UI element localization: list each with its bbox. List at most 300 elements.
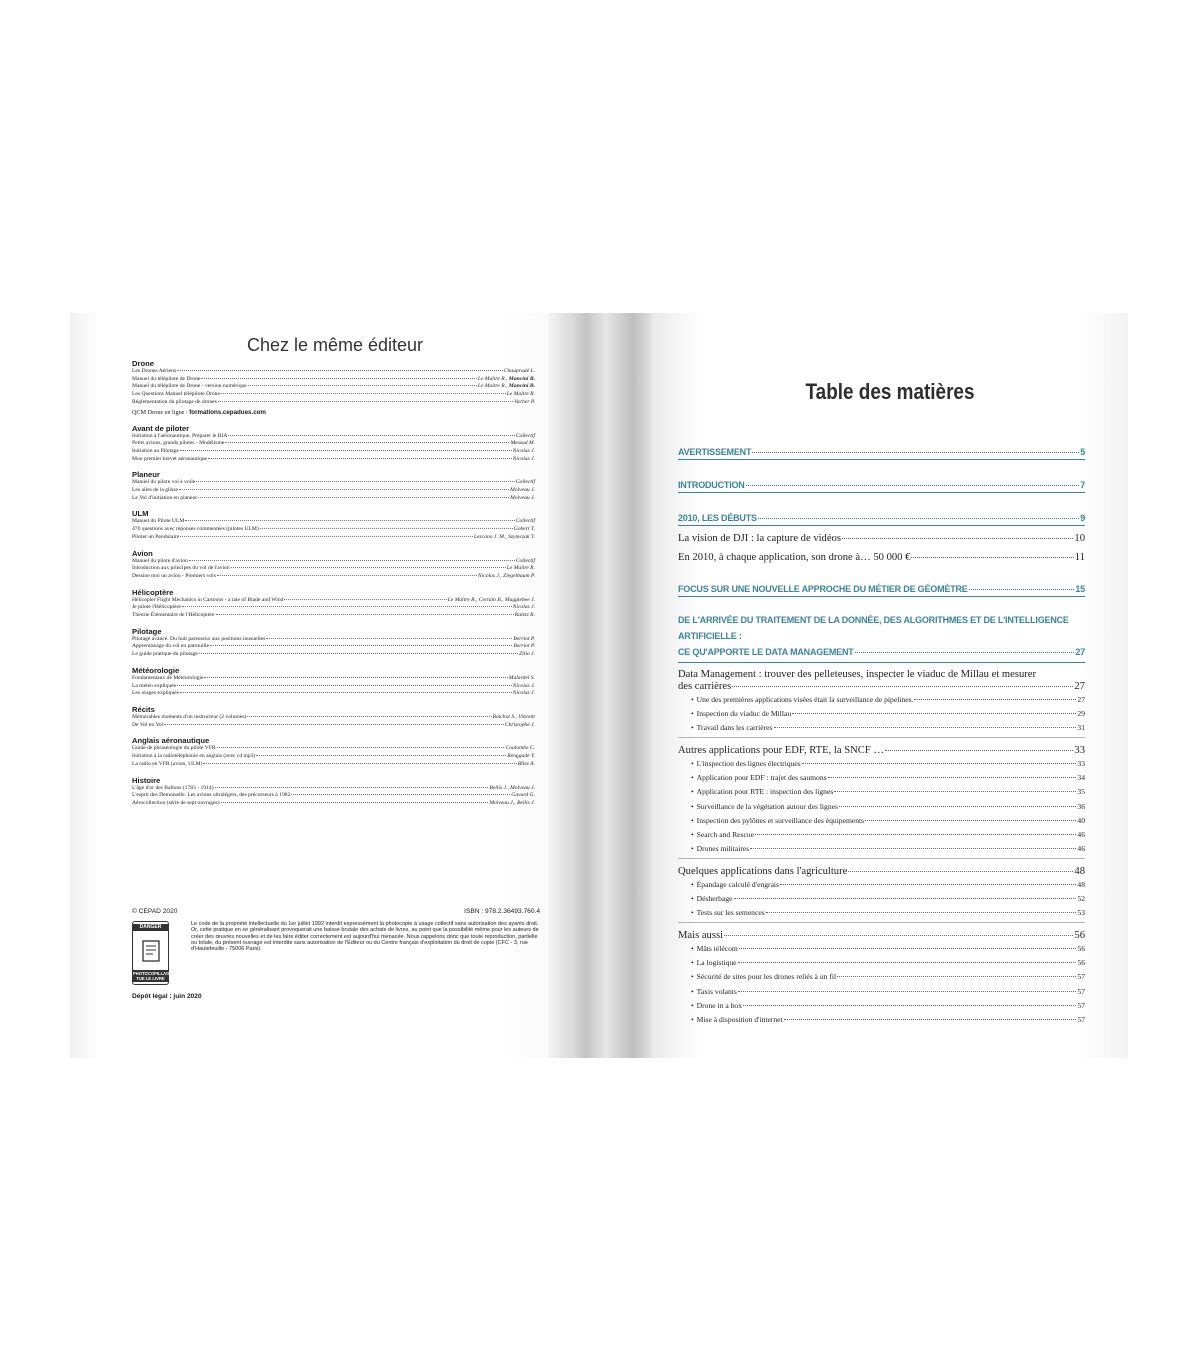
toc-item — [678, 814, 1085, 828]
dot-leader — [189, 560, 515, 561]
dot-leader — [834, 791, 1076, 792]
toc-subsection — [678, 744, 1085, 757]
bullet-icon: • — [691, 894, 694, 904]
catalog-row — [132, 534, 535, 542]
author-name: Christophe J. — [504, 721, 535, 728]
toc-page-number: 46 — [1077, 829, 1085, 839]
toc-page-number: 57 — [1077, 986, 1085, 996]
dot-leader — [196, 481, 515, 482]
toc-page-number: 10 — [1074, 533, 1085, 544]
book-author — [513, 604, 535, 612]
book-title: Je pilote l'Hélicoptère — [132, 604, 181, 611]
toc-page-number: 53 — [1077, 908, 1085, 918]
toc-chapter-line2 — [678, 644, 1085, 660]
dot-leader — [182, 606, 512, 607]
catalog-section-title: Récits — [132, 704, 155, 714]
toc-item-title: Search and Rescue — [696, 829, 755, 839]
dot-leader — [732, 686, 1073, 687]
dot-leader — [210, 645, 512, 646]
book-author — [507, 565, 535, 573]
toc-subsection — [678, 669, 1085, 693]
catalog-row — [132, 448, 535, 456]
dot-leader — [199, 653, 518, 654]
toc-subsection — [678, 929, 1085, 942]
catalog-row — [132, 479, 535, 487]
bullet-icon: • — [691, 908, 694, 918]
author-name: Nicolas J. — [512, 604, 535, 611]
catalog-row — [132, 722, 535, 730]
dot-leader — [911, 557, 1073, 558]
toc-item-title: Mâts télécom — [696, 944, 738, 954]
toc-subsection-title-line2: des carrières — [678, 681, 732, 692]
author-name-bold: Mancini B. — [508, 375, 535, 382]
author-name: Le Maître R., Certain B., Mugglebee J. — [447, 596, 535, 603]
toc-item — [678, 693, 1085, 707]
dot-leader — [179, 489, 509, 490]
toc-page-number: 7 — [1080, 480, 1085, 490]
book-title: Pilotage avancé. Du huit paresseux aux positions inusuelles — [132, 635, 266, 642]
bullet-icon: • — [691, 986, 694, 996]
dot-leader — [177, 370, 503, 371]
catalog-row — [132, 675, 535, 683]
author-name: Boichot S., Vincent — [492, 713, 535, 720]
dot-leader — [969, 589, 1075, 590]
catalog-row — [132, 636, 535, 644]
dot-leader — [266, 638, 512, 639]
bullet-icon: • — [691, 815, 694, 825]
toc-page-number: 48 — [1077, 879, 1085, 889]
catalog-row — [132, 753, 535, 761]
book-author — [504, 368, 535, 376]
dot-leader — [180, 450, 512, 451]
book-title: Les orages expliqués — [132, 690, 179, 697]
catalog-row — [132, 565, 535, 573]
toc-title: Table des matières — [805, 379, 975, 404]
toc-page-number: 9 — [1080, 513, 1085, 523]
toc-item — [678, 956, 1085, 970]
book-title: Manuel du télépilote de Drone — [132, 375, 201, 382]
catalog-row — [132, 526, 535, 534]
toc-page-number: 27 — [1075, 647, 1085, 657]
book-title: Fondamentaux de Météorologie — [132, 674, 204, 681]
toc-item-title: Épandage calculé d'engrais — [696, 879, 779, 889]
subsection-rule — [678, 922, 1085, 923]
book-title: Réglementation du pilotage de drones — [132, 398, 217, 405]
toc-item-title: Travail dans les carrières — [696, 723, 773, 733]
toc-item — [678, 970, 1085, 984]
book-title: Mon premier brevet aéronautique — [132, 455, 208, 462]
book-author — [511, 792, 535, 800]
dot-leader — [291, 794, 510, 795]
book-author — [489, 785, 535, 793]
book-author — [448, 597, 535, 605]
toc-item-title: La logistique — [696, 958, 737, 968]
catalog-row — [132, 391, 535, 399]
dot-leader — [784, 1019, 1077, 1020]
bullet-icon: • — [691, 773, 694, 783]
toc-item — [678, 721, 1085, 735]
book-author — [513, 448, 535, 456]
toc-item — [678, 892, 1085, 906]
toc-chapter — [678, 612, 1085, 660]
toc-subsection-title: Quelques applications dans l'agriculture — [678, 865, 848, 877]
author-name: Raletz R. — [514, 612, 535, 619]
toc-page-number: 36 — [1077, 801, 1085, 811]
bullet-icon: • — [691, 759, 694, 769]
catalog-section-title: Histoire — [132, 775, 161, 785]
toc-item — [678, 985, 1085, 999]
catalog-row — [132, 604, 535, 612]
chapter-rule — [678, 492, 1085, 493]
author-name: Nicolas J., Ziegelbaum P. — [477, 572, 535, 579]
book-title: Guide de phraséologie du pilote VFR — [132, 745, 216, 752]
dot-leader — [284, 599, 446, 600]
toc-subsection-title: La vision de DJI : la capture de vidéos — [678, 533, 841, 544]
online-qcm-note — [132, 408, 535, 417]
book-title: La radio en VFR (avion, ULM) — [132, 760, 203, 767]
book-author — [474, 534, 535, 542]
toc-item — [678, 942, 1085, 956]
dot-leader — [256, 755, 506, 756]
dot-leader — [185, 520, 514, 521]
note-label: QCM Drone en ligne : — [132, 408, 190, 416]
toc-item — [678, 707, 1085, 721]
dot-leader — [201, 378, 476, 379]
left-page — [70, 313, 578, 1058]
author-name: Vacher P. — [513, 398, 535, 405]
bullet-icon: • — [691, 829, 694, 839]
chapter-rule — [678, 459, 1085, 460]
toc-item — [678, 906, 1085, 920]
author-name: Nicolas J. — [512, 690, 535, 697]
dot-leader — [766, 912, 1077, 913]
book-title: Manuel du Pilote ULM — [132, 518, 185, 525]
dot-leader — [221, 802, 489, 803]
toc-item — [678, 828, 1085, 842]
chapter-rule — [678, 596, 1085, 597]
book-title: Le guide pratique du pilotage — [132, 651, 198, 658]
copyright: © CEPAD 2020 — [132, 908, 178, 915]
catalog-row — [132, 399, 535, 407]
toc-page-number: 27 — [1077, 695, 1085, 704]
toc-page-number: 52 — [1077, 894, 1085, 904]
toc-page-number: 33 — [1077, 759, 1085, 769]
dot-leader — [828, 777, 1077, 778]
book-author — [478, 573, 535, 581]
toc-item — [678, 785, 1085, 799]
catalog-row — [132, 456, 535, 464]
toc-page-number: 57 — [1077, 1014, 1085, 1024]
catalog-row — [132, 714, 535, 722]
dot-leader — [228, 435, 514, 436]
dot-leader — [746, 485, 1080, 486]
catalog-section-title: Météorologie — [132, 665, 180, 675]
dot-leader — [248, 385, 477, 386]
book-title: L'âge d'or des Ballons (1783 - 1914) — [132, 784, 214, 791]
author-name: Collectif — [515, 557, 535, 564]
dot-leader — [734, 898, 1077, 899]
dot-leader — [780, 884, 1076, 885]
book-title: Initiation à la radiotéléphonie en anglais (avec cd mp3) — [132, 753, 256, 760]
dot-leader — [865, 820, 1076, 821]
toc-item — [678, 1013, 1085, 1027]
book-author — [510, 487, 535, 495]
right-page — [652, 313, 1128, 1058]
toc-item — [678, 842, 1085, 856]
toc-item-title: Application pour EDF : trajet des saumons — [696, 773, 827, 783]
catalog-row — [132, 597, 535, 605]
catalog-row — [132, 573, 535, 581]
bullet-icon: • — [691, 843, 694, 853]
book-gutter — [548, 313, 652, 1058]
catalog-row — [132, 683, 535, 691]
toc-subsection-title: Autres applications pour EDF, RTE, la SNCF … — [678, 745, 884, 757]
book-hand-icon — [140, 938, 162, 964]
toc-page-number: 15 — [1075, 584, 1085, 594]
catalog-section-title: Hélicoptère — [132, 587, 174, 597]
book-title: Manuel du pilote vol à voile — [132, 479, 196, 486]
toc-page-number: 56 — [1074, 930, 1085, 942]
toc-chapter-title: FOCUS SUR UNE NOUVELLE APPROCHE DU MÉTIER DE GÉOMÈTRE — [678, 584, 968, 594]
toc-chapter — [678, 584, 1085, 594]
bullet-icon: • — [691, 709, 694, 719]
book-author — [515, 612, 535, 620]
book-author — [513, 683, 535, 691]
toc-item — [678, 757, 1085, 771]
book-title: Initiation à l'aéronautique, Préparer le BIA — [132, 432, 228, 439]
book-spread — [70, 313, 1128, 1058]
toc-item-title: Désherbage — [696, 894, 733, 904]
book-title: Dessine moi un avion - Premiers vols — [132, 572, 216, 579]
dot-leader — [218, 401, 513, 402]
toc-chapter-title: INTRODUCTION — [678, 480, 745, 490]
dot-leader — [217, 575, 477, 576]
dot-leader — [164, 724, 504, 725]
bullet-icon: • — [691, 972, 694, 982]
author-name: Molveau J., Bellis J. — [489, 799, 535, 806]
author-name: Berriot P. — [513, 635, 535, 642]
toc-item-title: Inspection du viaduc de Millau — [696, 709, 792, 719]
book-title: Helicopter Flight Mechanics in Cartoons - a tale of Blade and Wind — [132, 596, 284, 603]
isbn: ISBN : 978.2.36493.760.4 — [464, 908, 540, 915]
book-author — [516, 558, 535, 566]
dot-leader — [198, 497, 509, 498]
book-title: Piloter un Pendulaire — [132, 533, 180, 540]
dot-leader — [855, 652, 1075, 653]
catalog-section-title: Anglais aéronautique — [132, 736, 210, 746]
dot-leader — [225, 442, 509, 443]
dot-leader — [752, 452, 1079, 453]
catalog-list — [132, 358, 535, 808]
book-author — [507, 753, 535, 761]
toc-item-title: Une des premières applications visées était la surveillance de pipelines. — [696, 695, 914, 704]
catalog-row — [132, 383, 535, 391]
toc-subsection — [678, 532, 1085, 545]
dot-leader — [774, 727, 1077, 728]
toc-chapter-title-line1: DE L'ARRIVÉE DU TRAITEMENT DE LA DONNÉE, DES ALGORITHMES ET DE L'INTELLIGENCE ARTIFICIELLE : — [678, 615, 1069, 641]
book-author — [478, 383, 535, 391]
dot-leader — [750, 848, 1076, 849]
toc-page-number: 57 — [1077, 1000, 1085, 1010]
catalog-section-title: Planeur — [132, 470, 160, 480]
author-name: Collectif — [515, 479, 535, 486]
toc-item-title: Taxis volants — [696, 986, 737, 996]
catalog-row — [132, 558, 535, 566]
book-author — [505, 722, 535, 730]
dot-leader — [180, 692, 512, 693]
book-title: Théorie Élémentaire de l'Hélicoptère — [132, 612, 215, 619]
toc-subsection-title: En 2010, à chaque application, son drone à… 50 000 € — [678, 552, 911, 563]
catalog-row — [132, 690, 535, 698]
author-name: Le Maître R., — [477, 375, 509, 382]
book-author — [514, 526, 535, 534]
author-name: Gobert T. — [513, 526, 535, 533]
book-author — [513, 456, 535, 464]
toc-subsection — [678, 865, 1085, 878]
book-title: Manuel du télépilote de Drone - version numérique — [132, 383, 247, 390]
book-author — [516, 518, 535, 526]
author-name: Lezcano J. M., Szymczak T. — [473, 533, 535, 540]
author-name: Coulombe C. — [505, 745, 535, 752]
toc-item — [678, 878, 1085, 892]
catalog-section-title: ULM — [132, 509, 149, 519]
toc-page-number: 27 — [1074, 681, 1085, 692]
catalog-section-title: Avion — [132, 548, 153, 558]
catalog-row — [132, 792, 535, 800]
toc-page-number: 31 — [1077, 723, 1085, 733]
chapter-rule — [678, 525, 1085, 526]
legal-notice: Le code de la propriété intellectuelle du 1er juillet 1992 interdit expressément la photocopie à usage collectif sans autorisation des ayants droit. Or, cette pratique en se généralisant provoquerait une baisse brutale des achats de livres, au point que la possibilité même pour les auteurs de créer des œuvres nouvelles et de les faire éditer correctement est aujourd'hui menacée. Nous rappelons donc que toute reproduction, partielle ou totale, du présent ouvrage est interdite sans autorisation de l'Éditeur ou du Centre français d'exploitation du droit de copie (CFC - 3, rue d'Hautefeuille - 75006 Paris). — [191, 921, 539, 953]
dot-leader — [247, 716, 491, 717]
toc-page-number: 34 — [1077, 773, 1085, 783]
dot-leader — [755, 834, 1076, 835]
bullet-icon: • — [691, 1000, 694, 1010]
dot-leader — [743, 1005, 1076, 1006]
toc-item — [678, 999, 1085, 1013]
toc-chapter — [678, 480, 1085, 490]
book-title: L'esprit des Demoiselle. Les avions ultralégers, des précurseurs à 1982 — [132, 792, 291, 799]
author-name: Gavard G. — [511, 792, 535, 799]
book-author — [510, 440, 535, 448]
book-author — [505, 745, 535, 753]
author-name: Malardel S. — [508, 674, 535, 681]
left-page-footer — [132, 908, 540, 1000]
toc-item-title: Mise à disposition d'internet — [696, 1014, 783, 1024]
bullet-icon: • — [691, 801, 694, 811]
toc-item — [678, 771, 1085, 785]
photocopillage-logo-icon: DANGER PHOTOCOPILLAGE TUE LE LIVRE — [132, 921, 169, 985]
dot-leader — [208, 458, 512, 459]
dot-leader — [221, 393, 506, 394]
subsection-rule — [678, 737, 1085, 738]
toc-chapter-title-line2: CE QU'APPORTE LE DATA MANAGEMENT — [678, 647, 854, 657]
dot-leader — [231, 567, 506, 568]
dot-leader — [839, 806, 1076, 807]
dot-leader — [738, 962, 1077, 963]
book-author — [519, 651, 535, 659]
toc-page-number: 57 — [1077, 972, 1085, 982]
author-name: Nicolas J. — [512, 455, 535, 462]
toc-page-number: 29 — [1077, 709, 1085, 719]
dot-leader — [914, 699, 1076, 700]
author-name: Molveau J. — [510, 494, 535, 501]
toc-page-number: 5 — [1080, 447, 1085, 457]
dot-leader — [802, 763, 1077, 764]
dot-leader — [739, 948, 1077, 949]
book-title: Aérocollection (série de sept ouvrages) — [132, 799, 220, 806]
toc-chapter-title: 2010, LES DÉBUTS — [678, 513, 757, 523]
author-name: Chaupradé L. — [503, 368, 535, 374]
bullet-icon: • — [691, 695, 694, 704]
book-title: La météo expliquée — [132, 682, 177, 689]
author-name: Molveau J. — [510, 487, 535, 494]
dot-leader — [792, 713, 1076, 714]
toc-page-number: 11 — [1074, 552, 1085, 563]
catalog-row — [132, 487, 535, 495]
depot-legal: Dépôt légal : juin 2020 — [132, 993, 202, 1000]
dot-leader — [180, 536, 473, 537]
toc-subsection — [678, 551, 1085, 564]
dot-leader — [848, 871, 1073, 872]
toc-item-title: Application pour RTE : inspection des lignes — [696, 787, 834, 797]
author-name: Collectif — [515, 518, 535, 525]
toc-subsection-title: Mais aussi — [678, 930, 724, 942]
catalog-row — [132, 651, 535, 659]
author-name: Messud M. — [510, 440, 535, 447]
subsection-rule — [678, 858, 1085, 859]
dot-leader — [758, 518, 1079, 519]
catalog-row — [132, 745, 535, 753]
left-page-title: Chez le même éditeur — [246, 335, 424, 355]
book-title: Le Vol d'initiation en planeur — [132, 494, 198, 501]
book-title: Mémorables moments d'un instructeur (2 volumes) — [132, 713, 247, 720]
bullet-icon: • — [691, 958, 694, 968]
catalog-row — [132, 643, 535, 651]
bullet-icon: • — [691, 944, 694, 954]
toc-page-number: 56 — [1077, 958, 1085, 968]
book-title: Introduction aux principes du vol de l'avion — [132, 565, 230, 572]
author-name: Nicolas J. — [512, 447, 535, 454]
book-author — [518, 761, 535, 769]
catalog-row — [132, 433, 535, 441]
toc-page-number: 48 — [1074, 865, 1085, 877]
book-author — [478, 376, 535, 384]
toc-subsection-line2 — [678, 681, 1085, 693]
dot-leader — [204, 677, 507, 678]
toc-item-title: Tests sur les semences — [696, 908, 765, 918]
catalog-row — [132, 785, 535, 793]
book-author — [509, 675, 535, 683]
catalog-row — [132, 376, 535, 384]
author-name: Le Maître R., — [477, 383, 509, 390]
toc-item-title: Drones militaires — [696, 843, 750, 853]
toc-chapter-title: AVERTISSEMENT — [678, 447, 752, 457]
toc-chapter — [678, 447, 1085, 457]
book-author — [516, 479, 535, 487]
toc-subsection-title-line1: Data Management : trouver des pelleteuses, inspecter le viaduc de Millau et mesurer — [678, 669, 1036, 680]
dot-leader — [885, 750, 1073, 751]
catalog-row — [132, 761, 535, 769]
toc-page-number: 35 — [1077, 787, 1085, 797]
book-author — [493, 714, 535, 722]
book-author — [489, 800, 535, 808]
table-of-contents — [678, 447, 1085, 1027]
book-author — [513, 643, 535, 651]
toc-page-number: 56 — [1077, 944, 1085, 954]
toc-item-title: Drone in a box — [696, 1000, 743, 1010]
catalog-section-title: Avant de piloter — [132, 423, 190, 433]
toc-page-number: 46 — [1077, 843, 1085, 853]
